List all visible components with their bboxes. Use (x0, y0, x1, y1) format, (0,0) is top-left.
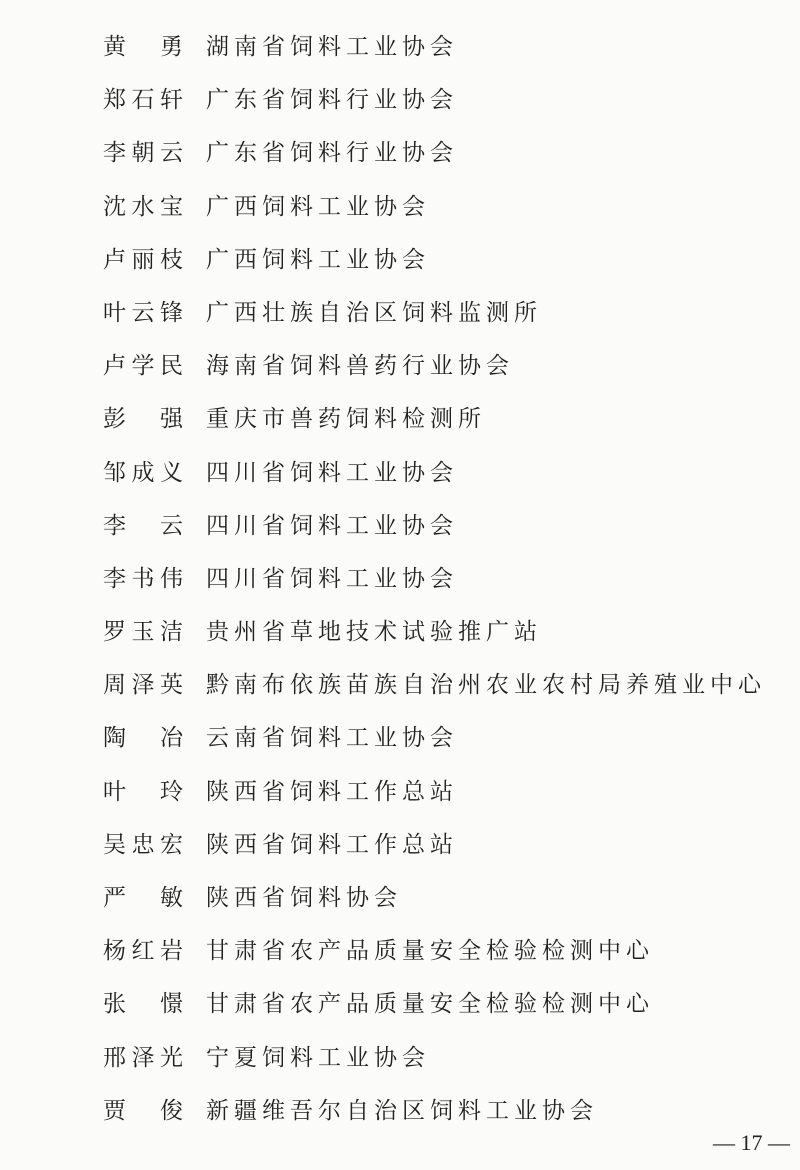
list-item (0, 1086, 800, 1139)
member-name: 彭强 (103, 406, 185, 433)
member-organization: 四川省饲料工业协会 (206, 512, 458, 539)
member-name: 严敏 (103, 885, 185, 911)
member-organization: 湖南省饲料工业协会 (206, 34, 458, 60)
member-organization: 广东省饲料行业协会 (206, 140, 458, 167)
list-item (0, 128, 800, 181)
member-list (0, 22, 800, 1139)
member-name: 罗玉洁 (103, 619, 185, 646)
member-name: 黄勇 (103, 34, 185, 60)
list-item (0, 820, 800, 873)
list-item (0, 660, 800, 713)
member-organization: 海南省饲料兽药行业协会 (206, 353, 514, 380)
list-item (0, 926, 800, 979)
member-name: 李云 (103, 512, 185, 539)
member-name: 叶云锋 (103, 299, 185, 326)
member-organization: 陕西省饲料工作总站 (206, 831, 458, 858)
list-item (0, 1033, 800, 1086)
member-name: 张憬 (103, 991, 185, 1018)
list-item (0, 979, 800, 1032)
list-item (0, 22, 800, 75)
member-name: 陶冶 (103, 725, 185, 752)
list-item (0, 713, 800, 766)
member-name: 周泽英 (103, 672, 185, 699)
member-organization: 宁夏饲料工业协会 (206, 1044, 430, 1071)
list-item (0, 182, 800, 235)
member-organization: 广西壮族自治区饲料监测所 (206, 299, 542, 326)
list-item (0, 767, 800, 820)
member-organization: 广东省饲料行业协会 (206, 87, 458, 114)
member-name: 贾俊 (103, 1097, 185, 1124)
member-name: 邢泽光 (103, 1044, 185, 1071)
list-item (0, 554, 800, 607)
member-name: 邹成义 (103, 459, 185, 486)
member-organization: 广西饲料工业协会 (206, 193, 430, 220)
member-organization: 甘肃省农产品质量安全检验检测中心 (206, 938, 654, 965)
member-organization: 广西饲料工业协会 (206, 246, 430, 273)
member-organization: 甘肃省农产品质量安全检验检测中心 (206, 991, 654, 1018)
member-organization: 黔南布依族苗族自治州农业农村局养殖业中心 (206, 672, 766, 699)
member-name: 卢学民 (103, 353, 185, 380)
member-name: 李朝云 (103, 140, 185, 167)
member-organization: 四川省饲料工业协会 (206, 459, 458, 486)
list-item (0, 607, 800, 660)
member-name: 杨红岩 (103, 938, 185, 965)
list-item (0, 288, 800, 341)
list-item (0, 448, 800, 501)
member-organization: 云南省饲料工业协会 (206, 725, 458, 752)
member-name: 卢丽枝 (103, 246, 185, 273)
member-organization: 新疆维吾尔自治区饲料工业协会 (206, 1097, 598, 1124)
member-name: 李书伟 (103, 565, 185, 592)
member-name: 叶玲 (103, 778, 185, 805)
list-item (0, 394, 800, 447)
list-item (0, 873, 800, 926)
list-item (0, 75, 800, 128)
member-name: 沈水宝 (103, 193, 185, 220)
list-item (0, 341, 800, 394)
member-organization: 贵州省草地技术试验推广站 (206, 619, 542, 646)
member-organization: 陕西省饲料工作总站 (206, 778, 458, 805)
member-organization: 重庆市兽药饲料检测所 (206, 406, 486, 433)
page-number: — 17 — (713, 1130, 790, 1155)
member-name: 郑石轩 (103, 87, 185, 114)
member-name: 吴忠宏 (103, 831, 185, 858)
member-organization: 四川省饲料工业协会 (206, 565, 458, 592)
member-organization: 陕西省饲料协会 (206, 885, 402, 911)
list-item (0, 501, 800, 554)
list-item (0, 235, 800, 288)
